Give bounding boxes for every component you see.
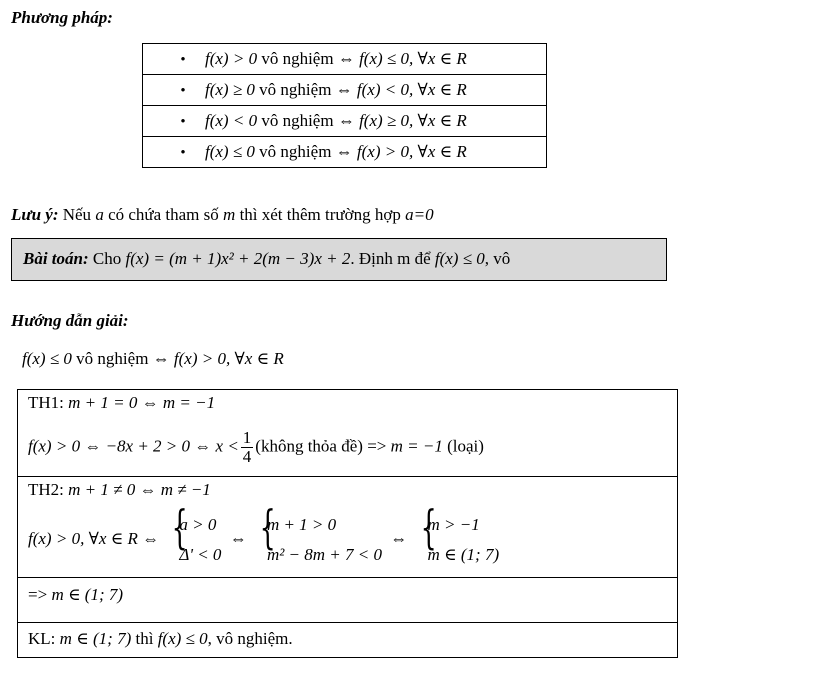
- system-line: m ∈ (1; 7): [427, 545, 500, 564]
- result-value: m ∈ (1; 7): [47, 585, 124, 604]
- method-condition: f(x) ≤ 0: [205, 142, 255, 161]
- problem-condition: f(x) ≤ 0: [434, 249, 485, 268]
- reform-rhs: f(x) > 0, ∀x ∈ R: [173, 349, 284, 368]
- th1-reject: (loại): [442, 436, 484, 456]
- problem-text: , vô: [484, 249, 511, 268]
- problem-formula: f(x) = (m + 1)x² + 2(m − 3)x + 2: [125, 249, 351, 268]
- th2-row: [18, 477, 677, 578]
- method-row: [143, 137, 547, 168]
- problem-label: Bài toán:: [23, 249, 89, 268]
- method-row: [143, 75, 547, 106]
- method-condition: f(x) > 0: [205, 49, 258, 68]
- system-line: a > 0: [179, 515, 217, 534]
- system-3: [416, 500, 500, 570]
- th2-label: TH2:: [28, 480, 64, 499]
- bullet: •: [180, 52, 186, 68]
- method-condition: f(x) ≥ 0: [205, 80, 255, 99]
- left-brace: {: [420, 500, 437, 554]
- method-text: vô nghiệm: [261, 49, 334, 68]
- equiv-symbol: ⇔: [390, 528, 408, 548]
- reformulation: [22, 349, 284, 369]
- note-text: có chứa tham số: [103, 205, 224, 224]
- equiv-symbol: ⇔: [335, 142, 353, 161]
- th2-lhs: f(x) > 0, ∀x ∈ R ⇔: [28, 528, 160, 548]
- conclusion-condition: f(x) ≤ 0: [157, 629, 208, 648]
- th1-value: m = −1: [390, 436, 443, 456]
- equiv-symbol: ⇔: [152, 349, 170, 368]
- equiv-symbol: ⇔: [335, 80, 353, 99]
- system-line: m + 1 > 0: [266, 515, 337, 534]
- reform-lhs: f(x) ≤ 0: [22, 349, 72, 368]
- implies-arrow: =>: [362, 436, 391, 456]
- solution-table: [17, 389, 678, 658]
- implies-arrow: =>: [28, 585, 48, 604]
- method-result: f(x) ≥ 0, ∀x ∈ R: [359, 111, 467, 130]
- conclusion-text: thì: [131, 629, 158, 648]
- note-text: Nếu: [58, 205, 96, 224]
- method-row: [143, 44, 547, 75]
- method-result: f(x) > 0, ∀x ∈ R: [356, 142, 467, 161]
- th2-condition: m + 1 ≠ 0 ⇔ m ≠ −1: [63, 480, 211, 499]
- system-2: [255, 500, 383, 570]
- equiv-symbol: ⇔: [337, 111, 355, 130]
- conclusion-tail: , vô nghiệm.: [207, 629, 293, 648]
- th1-row: [18, 390, 677, 477]
- system-line: m² − 8m + 7 < 0: [266, 545, 383, 564]
- method-result: f(x) ≤ 0, ∀x ∈ R: [359, 49, 467, 68]
- method-text: vô nghiệm: [259, 142, 332, 161]
- frac-denominator: 4: [242, 447, 252, 466]
- problem-text: Cho: [88, 249, 126, 268]
- problem-box: [11, 238, 667, 281]
- equiv-symbol: ⇔: [229, 528, 247, 548]
- bullet: •: [180, 83, 186, 99]
- method-result: f(x) < 0, ∀x ∈ R: [356, 80, 467, 99]
- th1-inequality: f(x) > 0 ⇔ −8x + 2 > 0 ⇔ x <: [28, 436, 239, 456]
- bullet: •: [180, 145, 186, 161]
- conclusion-label: KL:: [28, 629, 56, 648]
- th1-note: (không thỏa đề): [255, 436, 363, 456]
- bullet: •: [180, 114, 186, 130]
- system-1: [167, 500, 222, 570]
- method-heading: Phương pháp:: [11, 8, 113, 27]
- conclusion-value: m ∈ (1; 7): [55, 629, 132, 648]
- method-text: vô nghiệm: [261, 111, 334, 130]
- th1-label: TH1:: [28, 393, 64, 412]
- method-table: [142, 43, 547, 168]
- problem-text: . Định m để: [350, 249, 435, 268]
- method-condition: f(x) < 0: [205, 111, 258, 130]
- method-text: vô nghiệm: [259, 80, 332, 99]
- th1-condition: m + 1 = 0 ⇔ m = −1: [63, 393, 216, 412]
- note: [11, 205, 434, 225]
- equiv-symbol: ⇔: [337, 49, 355, 68]
- note-var-m: m: [223, 205, 236, 224]
- system-line: m > −1: [427, 515, 480, 534]
- left-brace: {: [259, 500, 276, 554]
- note-var-a: a: [95, 205, 104, 224]
- note-text: thì xét thêm trường hợp: [235, 205, 406, 224]
- system-line: Δ' < 0: [179, 545, 222, 564]
- note-condition: a=0: [405, 205, 434, 224]
- frac-numerator: 1: [242, 428, 252, 447]
- method-row: [143, 106, 547, 137]
- guide-heading: Hướng dẫn giải:: [11, 311, 129, 330]
- reform-text: vô nghiệm: [76, 349, 149, 368]
- left-brace: {: [171, 500, 189, 554]
- fraction-one-quarter: [241, 429, 254, 466]
- conclusion-row: [18, 623, 677, 658]
- result-row: [18, 578, 677, 623]
- note-label: Lưu ý:: [11, 205, 59, 224]
